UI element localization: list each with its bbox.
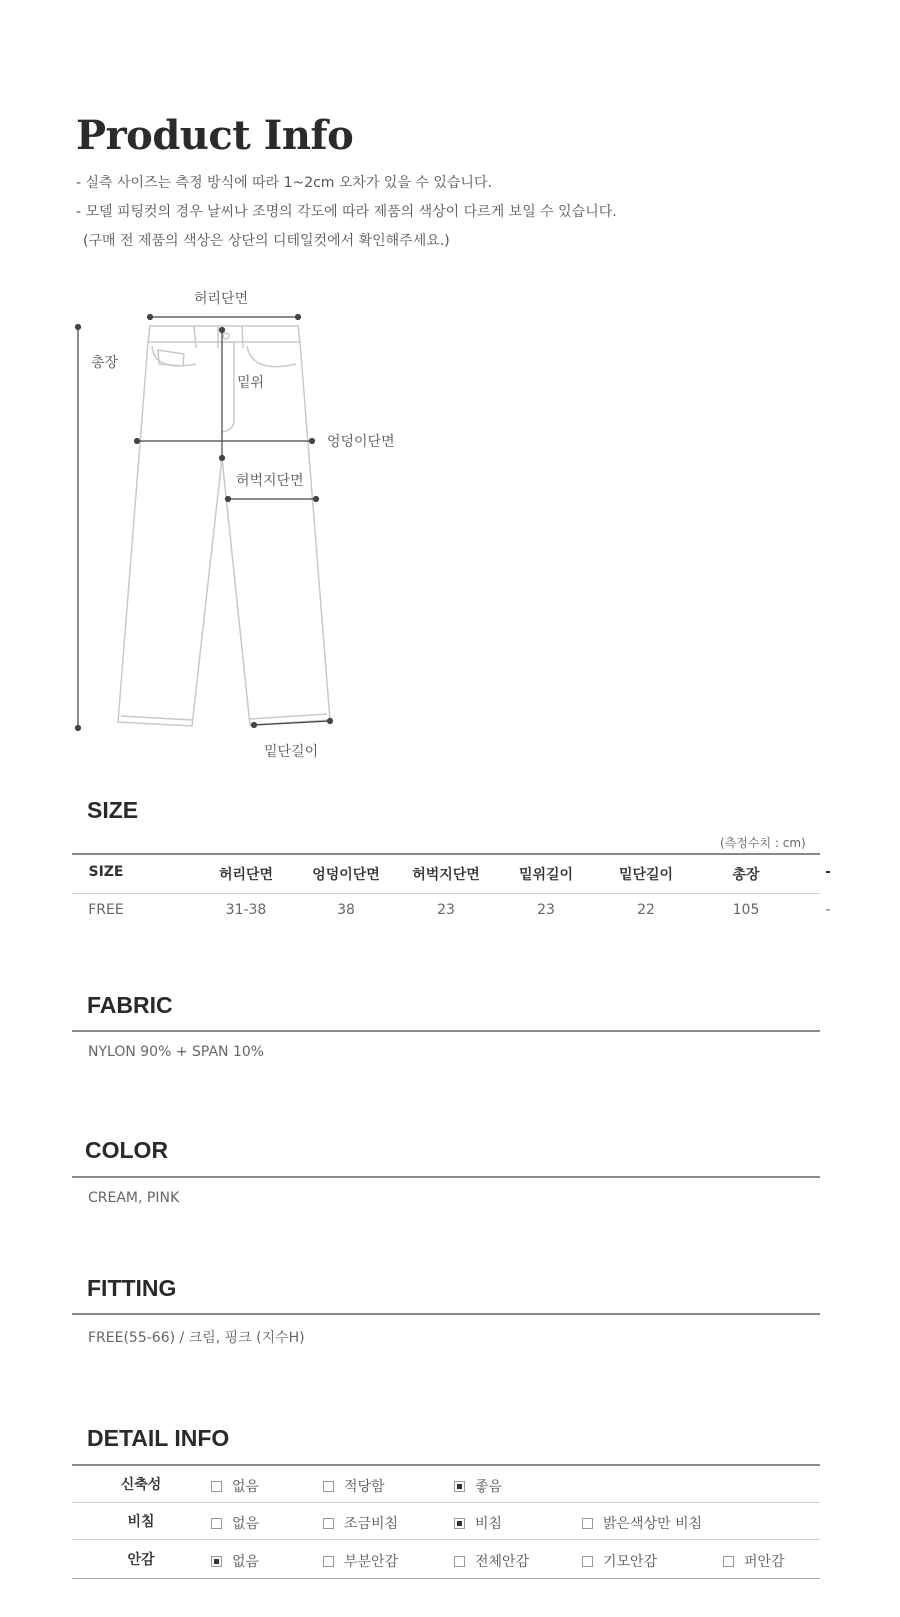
label-hip: 엉덩이단면 <box>327 434 395 450</box>
checkbox-icon <box>323 1481 334 1492</box>
option-label: 적당함 <box>344 1479 385 1495</box>
checkbox-checked-icon <box>211 1556 222 1567</box>
detail-top-rule <box>72 1464 820 1466</box>
option-label: 조금비침 <box>344 1516 399 1532</box>
note-line-1: - 실측 사이즈는 측정 방식에 따라 1~2cm 오차가 있을 수 있습니다. <box>76 175 492 191</box>
detail-row-divider <box>72 1539 820 1540</box>
detail-label-stretch: 신축성 <box>120 1477 162 1493</box>
fitting-text: FREE(55-66) / 크림, 핑크 (지수H) <box>88 1330 305 1346</box>
checkbox-icon <box>582 1518 593 1529</box>
option-label: 전체안감 <box>475 1554 530 1570</box>
note-line-3: (구매 전 제품의 색상은 상단의 디테일컷에서 확인해주세요.) <box>83 233 450 249</box>
option-label: 좋음 <box>475 1479 503 1495</box>
stretch-option-good[interactable] <box>454 1476 502 1496</box>
color-section-title: COLOR <box>85 1137 169 1163</box>
checkbox-icon <box>211 1518 222 1529</box>
color-rule <box>72 1176 820 1178</box>
checkbox-icon <box>323 1518 334 1529</box>
detail-row-divider <box>72 1502 820 1503</box>
size-cell: 105 <box>732 902 760 918</box>
size-header-cell: - <box>825 864 831 880</box>
detail-section-title: DETAIL INFO <box>87 1425 230 1451</box>
size-cell: FREE <box>88 902 124 918</box>
option-label: 비침 <box>475 1516 503 1532</box>
size-cell: 23 <box>537 902 555 918</box>
sheer-option-light-colors[interactable] <box>582 1513 702 1533</box>
pants-outline <box>118 326 330 726</box>
size-header-cell: 허벅지단면 <box>412 867 480 883</box>
size-header-cell: 엉덩이단면 <box>312 867 380 883</box>
label-hem: 밑단길이 <box>264 744 319 760</box>
checkbox-icon <box>323 1556 334 1567</box>
size-top-rule <box>72 853 820 855</box>
color-text: CREAM, PINK <box>88 1190 180 1206</box>
size-cell: 31-38 <box>225 902 267 918</box>
checkbox-checked-icon <box>454 1518 465 1529</box>
note-line-2: - 모델 피팅컷의 경우 날씨나 조명의 각도에 따라 제품의 색상이 다르게 보일 수 있습니다. <box>76 204 617 220</box>
lining-option-full[interactable] <box>454 1551 529 1571</box>
option-label: 기모안감 <box>603 1554 658 1570</box>
option-label: 퍼안감 <box>744 1554 785 1570</box>
size-cell: - <box>825 902 831 918</box>
checkbox-icon <box>723 1556 734 1567</box>
lining-option-fur[interactable] <box>723 1551 785 1571</box>
page-title: Product Info <box>76 112 354 159</box>
size-header-cell: 밑단길이 <box>618 867 674 883</box>
label-total-length: 총장 <box>91 355 119 371</box>
size-header-cell: SIZE <box>88 864 124 880</box>
option-label: 없음 <box>232 1479 260 1495</box>
measure-lines <box>76 315 333 731</box>
checkbox-icon <box>454 1556 465 1567</box>
size-header-cell: 총장 <box>732 867 760 883</box>
stretch-option-none[interactable] <box>211 1476 259 1496</box>
fabric-section-title: FABRIC <box>87 992 173 1018</box>
size-section-title: SIZE <box>87 797 139 823</box>
fitting-rule <box>72 1313 820 1315</box>
fabric-rule <box>72 1030 820 1032</box>
lining-option-fleece[interactable] <box>582 1551 657 1571</box>
label-thigh: 허벅지단면 <box>236 473 304 489</box>
option-label: 없음 <box>232 1554 260 1570</box>
fabric-text: NYLON 90% + SPAN 10% <box>88 1044 265 1060</box>
size-header-cell: 밑위길이 <box>518 867 574 883</box>
lining-option-partial[interactable] <box>323 1551 398 1571</box>
fitting-section-title: FITTING <box>87 1275 177 1301</box>
option-label: 부분안감 <box>344 1554 399 1570</box>
label-rise: 밑위 <box>237 375 265 391</box>
detail-bottom-rule <box>72 1578 820 1579</box>
checkbox-icon <box>582 1556 593 1567</box>
size-cell: 38 <box>337 902 355 918</box>
size-cell: 22 <box>637 902 655 918</box>
label-waist: 허리단면 <box>194 291 249 307</box>
option-label: 밝은색상만 비침 <box>603 1516 703 1532</box>
pants-diagram <box>0 280 460 800</box>
checkbox-icon <box>211 1481 222 1492</box>
size-header-divider <box>72 893 820 894</box>
lining-option-none[interactable] <box>211 1551 259 1571</box>
checkbox-checked-icon <box>454 1481 465 1492</box>
size-cell: 23 <box>437 902 455 918</box>
stretch-option-moderate[interactable] <box>323 1476 385 1496</box>
unit-note: (측정수치 : cm) <box>720 836 806 850</box>
sheer-option-none[interactable] <box>211 1513 259 1533</box>
sheer-option-slight[interactable] <box>323 1513 398 1533</box>
detail-label-sheerness: 비침 <box>127 1514 155 1530</box>
size-header-cell: 허리단면 <box>218 867 274 883</box>
detail-label-lining: 안감 <box>127 1552 155 1568</box>
option-label: 없음 <box>232 1516 260 1532</box>
sheer-option-sheer[interactable] <box>454 1513 502 1533</box>
